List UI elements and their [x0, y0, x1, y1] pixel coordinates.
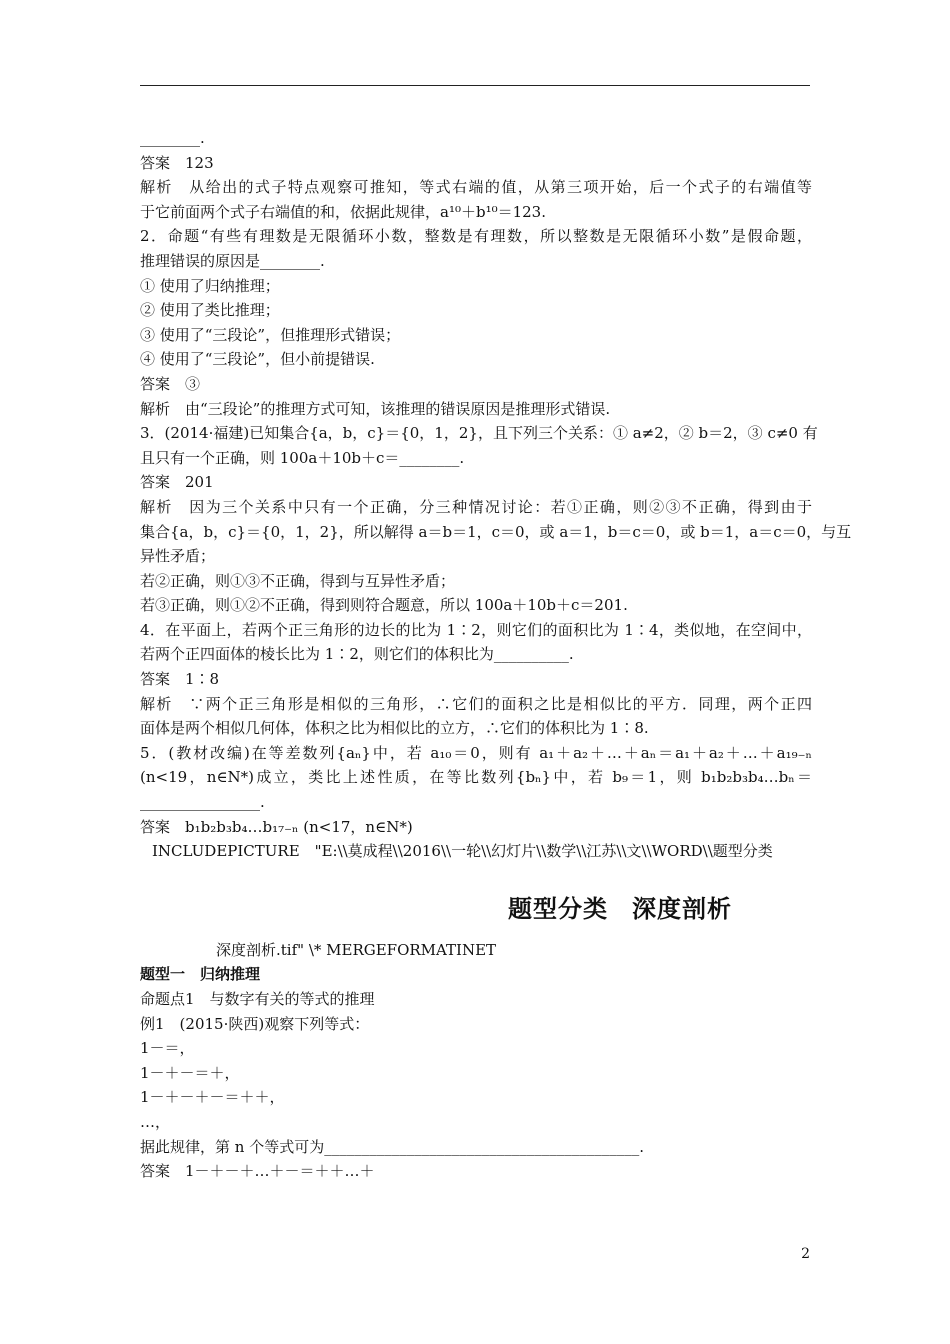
analysis-3: 解析 因为三个关系中只有一个正确，分三种情况讨论：若①正确，则②③不正确，得到由于 [140, 497, 812, 516]
example-1-question: 据此规律，第 n 个等式可为__________________________________________. [140, 1137, 644, 1156]
banner-right: 深度剖析 [632, 894, 732, 923]
question-4-cont: 若两个正四面体的棱长比为 1∶2，则它们的体积比为__________. [140, 645, 574, 664]
section-banner [140, 880, 812, 938]
answer-3: 答案 201 [140, 473, 214, 492]
question-5-blank: ________________. [140, 793, 265, 812]
equation-2: 1－＋－＝＋， [140, 1063, 240, 1082]
answer-2: 答案 ③ [140, 374, 201, 393]
question-3-cont: 且只有一个正确，则 100a＋10b＋c＝________. [140, 448, 465, 467]
analysis-4: 解析 ∵两个正三角形是相似的三角形，∴它们的面积之比是相似比的平方．同理，两个正四 [140, 694, 812, 713]
header-rule [140, 85, 810, 86]
analysis-4-cont: 面体是两个相似几何体，体积之比为相似比的立方，∴它们的体积比为 1∶8. [140, 719, 649, 738]
answer-1: 答案 123 [140, 153, 214, 172]
answer-4: 答案 1∶8 [140, 670, 220, 689]
option-3: ③ 使用了“三段论”，但推理形式错误； [140, 325, 401, 344]
banner-left: 题型分类 [508, 894, 608, 923]
analysis-3-cont2: 异性矛盾； [140, 547, 216, 566]
answer-blank: ________. [140, 129, 205, 147]
analysis-2: 解析 由“三段论”的推理方式可知，该推理的错误原因是推理形式错误. [140, 399, 611, 418]
section-heading: 题型一 归纳推理 [140, 965, 261, 984]
analysis-3-case3: 若③正确，则①②不正确，得到则符合题意，所以 100a＋10b＋c＝201. [140, 596, 628, 615]
includepicture-field: INCLUDEPICTURE "E:\\莫成程\\2016\\一轮\\幻灯片\\数学\\江苏\\文\\WORD\\题型分类 [152, 842, 773, 861]
option-4: ④ 使用了“三段论”，但小前提错误. [140, 350, 375, 369]
question-4: 4．在平面上，若两个正三角形的边长的比为 1∶2，则它们的面积比为 1∶4，类似地，在空间中， [140, 620, 812, 639]
question-2-cont: 推理错误的原因是________. [140, 251, 325, 270]
equation-1: 1－＝， [140, 1039, 195, 1058]
example-1: 例1 (2015·陕西)观察下列等式： [140, 1014, 370, 1033]
page-number: 2 [801, 1246, 810, 1262]
answer-5: 答案 b₁b₂b₃b₄…b₁₇₋ₙ (n<17，n∈N*) [140, 817, 413, 836]
topic-point: 命题点1 与数字有关的等式的推理 [140, 990, 375, 1008]
analysis-1: 解析 从给出的式子特点观察可推知，等式右端的值，从第三项开始，后一个式子的右端值等 [140, 178, 812, 197]
question-5: 5．(教材改编)在等差数列{aₙ}中，若 a₁₀＝0，则有 a₁＋a₂＋…＋aₙ＝a₁＋a₂＋…＋a₁₉₋ₙ [140, 743, 812, 762]
ellipsis: …， [140, 1112, 171, 1131]
question-2: 2．命题“有些有理数是无限循环小数，整数是有理数，所以整数是无限循环小数”是假命题， [140, 227, 812, 246]
example-1-answer: 答案 1－＋－＋…＋－＝＋＋…＋ [140, 1162, 375, 1181]
page-content [140, 126, 852, 1184]
analysis-1-cont: 于它前面两个式子右端值的和，依据此规律，a¹⁰＋b¹⁰＝123. [140, 202, 546, 221]
question-3: 3．(2014·福建)已知集合{a，b，c}＝{0，1，2}，且下列三个关系：① a≠2，② b＝2，③ c≠0 有 [140, 424, 818, 443]
equation-3: 1－＋－＋－＝＋＋， [140, 1088, 285, 1107]
analysis-3-case2: 若②正确，则①③不正确，得到与互异性矛盾； [140, 571, 456, 590]
option-2: ② 使用了类比推理； [140, 301, 280, 320]
option-1: ① 使用了归纳推理； [140, 276, 280, 295]
question-5-cont: (n<19，n∈N*)成立，类比上述性质，在等比数列{bₙ}中，若 b₉＝1，则 b₁b₂b₃b₄…bₙ＝ [140, 768, 812, 787]
analysis-3-cont: 集合{a，b，c}＝{0，1，2}，所以解得 a＝b＝1，c＝0，或 a＝1，b＝c＝0，或 b＝1，a＝c＝0，与互 [140, 522, 852, 541]
mergeformat-field: 深度剖析.tif" \* MERGEFORMATINET [216, 940, 497, 959]
